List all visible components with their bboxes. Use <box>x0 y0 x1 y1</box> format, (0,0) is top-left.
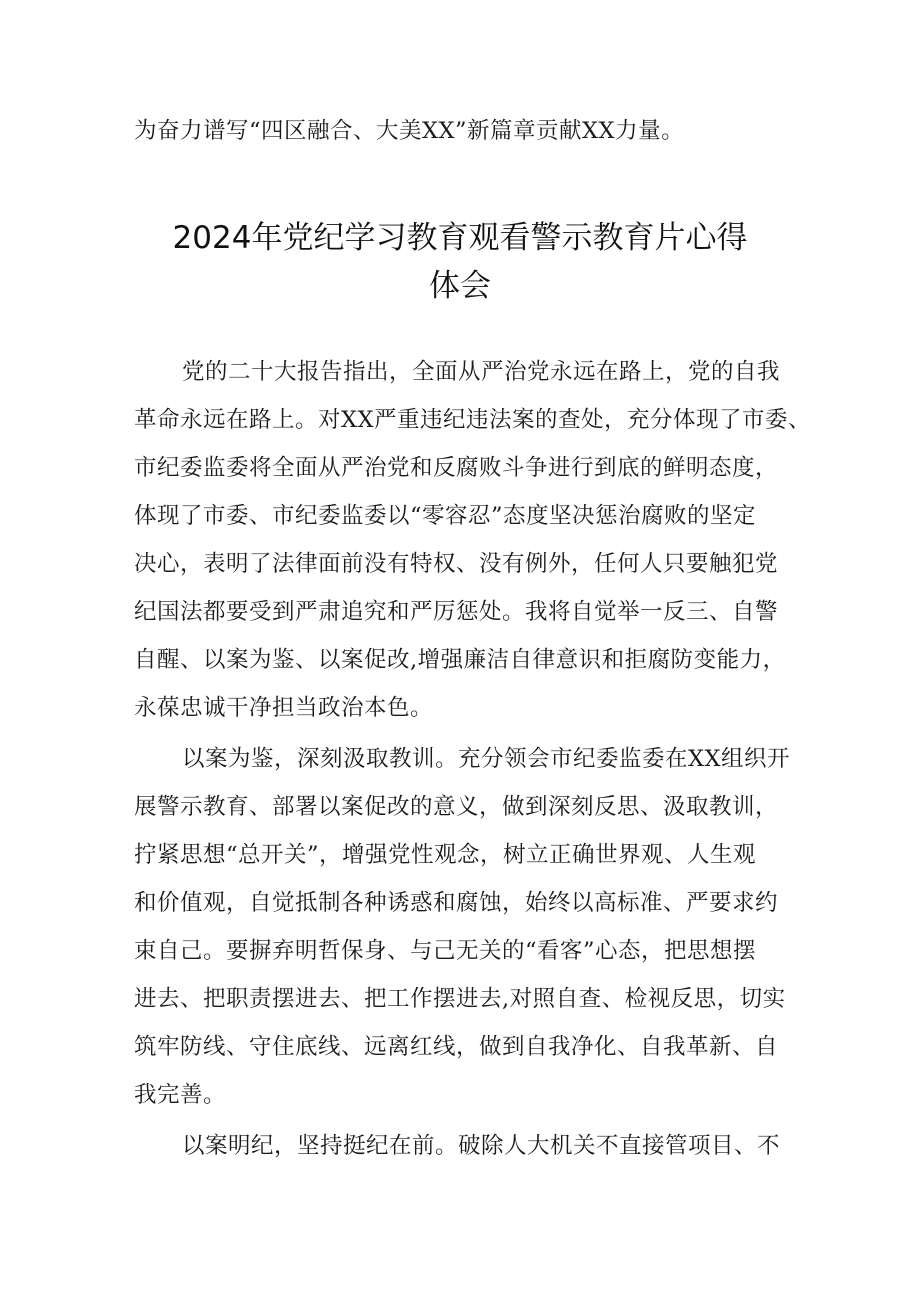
text-line: 市纪委监委将全面从严治党和反腐败斗争进行到底的鲜明态度， <box>134 455 779 481</box>
text-line: 永葆忠诚干净担当政治本色。 <box>134 695 434 721</box>
text-line: 革命永远在路上。对XX严重违纪违法案的查处，充分体现了市委、 <box>134 407 812 433</box>
text-line: 决心，表明了法律面前没有特权、没有例外，任何人只要触犯党 <box>134 551 779 577</box>
text-line: 我完善。 <box>134 1082 227 1108</box>
text-line: 纪国法都要受到严肃追究和严厉惩处。我将自觉举一反三、自警 <box>134 599 779 625</box>
text-line: 以案为鉴，深刻汲取教训。充分领会市纪委监委在XX组织开 <box>182 746 791 772</box>
document-title-line-1: 2024年党纪学习教育观看警示教育片心得 <box>172 220 748 256</box>
text-line: 筑牢防线、守住底线、远离红线，做到自我净化、自我革新、自 <box>134 1034 779 1060</box>
text-line: 体现了市委、市纪委监委以“零容忍”态度坚决惩治腐败的坚定 <box>134 503 757 529</box>
text-line: 自醒、以案为鉴、以案促改,增强廉洁自律意识和拒腐防变能力， <box>134 647 786 673</box>
document-title-line-2: 体会 <box>429 268 491 304</box>
text-line: 束自己。要摒弃明哲保身、与己无关的“看客”心态，把思想摆 <box>134 938 757 964</box>
text-line: 和价值观，自觉抵制各种诱惑和腐蚀，始终以高标准、严要求约 <box>134 890 779 916</box>
text-line: 以案明纪，坚持挺纪在前。破除人大机关不直接管项目、不 <box>182 1133 781 1159</box>
text-line-prev-paragraph-end: 为奋力谱写“四区融合、大美XX”新篇章贡献XX力量。 <box>134 118 685 144</box>
text-line: 展警示教育、部署以案促改的意义，做到深刻反思、汲取教训， <box>134 794 779 820</box>
text-line: 党的二十大报告指出，全面从严治党永远在路上，党的自我 <box>182 359 781 385</box>
text-line: 拧紧思想“总开关”，增强党性观念，树立正确世界观、人生观 <box>134 842 757 868</box>
text-line: 进去、把职责摆进去、把工作摆进去,对照自查、检视反思，切实 <box>134 986 786 1012</box>
